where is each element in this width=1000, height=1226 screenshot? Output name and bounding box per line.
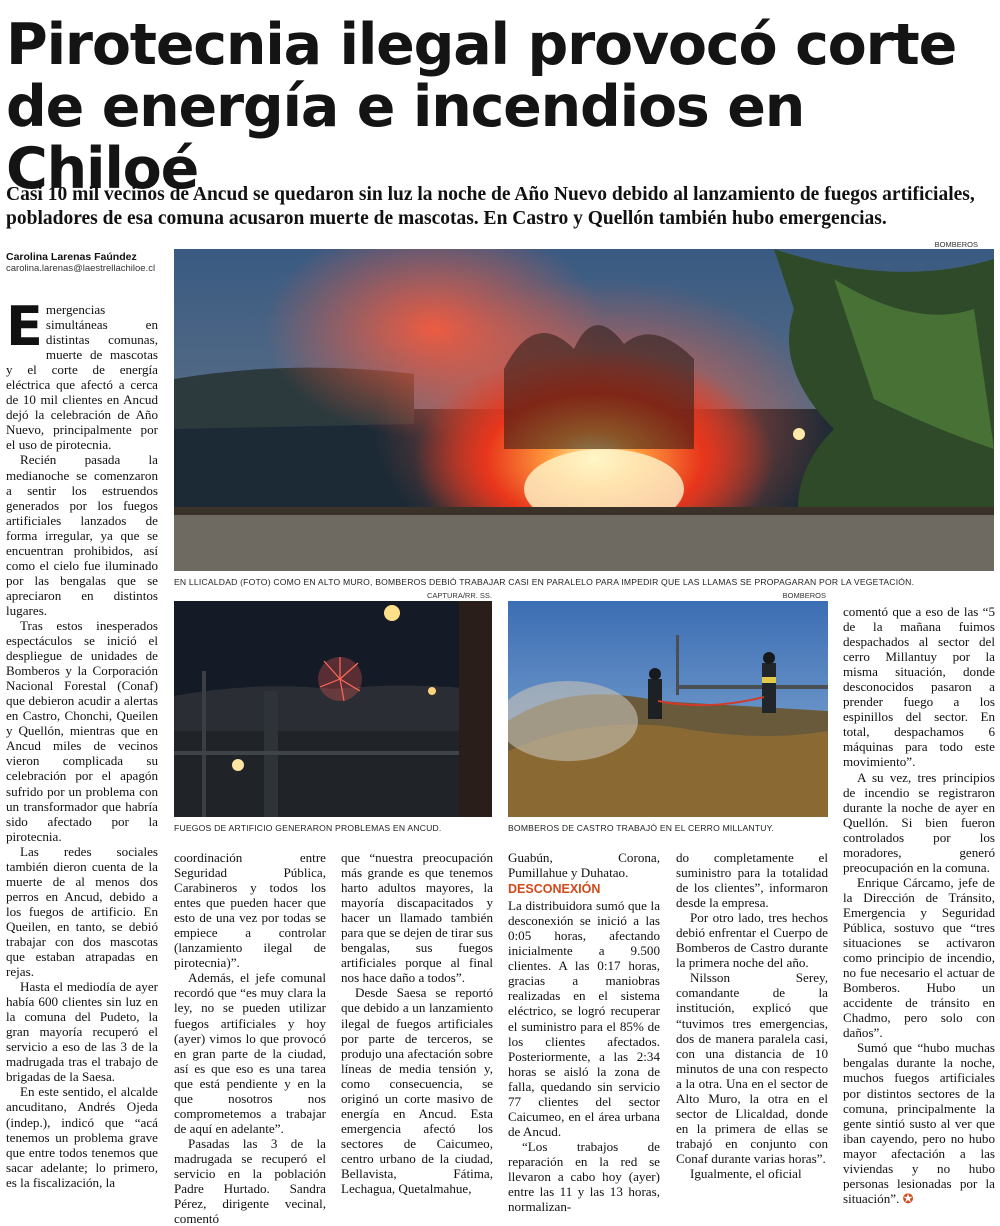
headline: Pirotecnia ilegal provocó corte de energía e incendios en Chiloé (6, 12, 957, 202)
fireworks-photo-credit: CAPTURA/RR. SS. (426, 591, 492, 600)
paragraph: que “nuestra preocupación más grande es que tenemos harto adultos mayores, la mayoría discapacitados y hacer un llamado también para que se dejen de tirar sus bengalas, sus fuegos artificiales porque al final nos hace daño a todos”. (341, 850, 493, 986)
main-photo-caption: EN LLICALDAD (FOTO) COMO EN ALTO MURO, BOMBEROS DEBIÓ TRABAJAR CASI EN PARALELO PARA IMPEDIR QUE LAS LLAMAS SE PROPAGARAN POR LA VEGETACIÓN. (174, 577, 915, 587)
paragraph: Las redes sociales también dieron cuenta de la muerte de al menos dos perros en Ancud, debido a los fuegos de artificio. En Queilen, en tanto, se debió trabajar con dos mascotas que estaban atrapadas en rejas. (6, 843, 158, 980)
paragraph: Guabún, Corona, Pumillahue y Duhatao. (508, 850, 660, 881)
author-email: carolina.larenas@laestrellachiloe.cl (6, 263, 156, 274)
firefighters-photo (508, 601, 828, 817)
paragraph: “Los trabajos de reparación en la red se llevaron a cabo hoy (ayer) entre las 11 y las 13 horas, normalizan- (508, 1138, 660, 1215)
paragraph: Por otro lado, tres hechos debió enfrentar el Cuerpo de Bomberos de Castro durante la primera noche del año. (676, 910, 828, 971)
firefighters-photo-credit: BOMBEROS (782, 591, 826, 600)
paragraph: Además, el jefe comunal recordó que “es muy clara la ley, no se pueden utilizar fuegos artificiales y hoy (ayer) vimos lo que provocó en gran parte de la ciudad, así es que eso es una tarea que está pendiente y en la que nosotros nos comprometemos a trabajar de aquí en adelante”. (174, 970, 326, 1136)
paragraph: Recién pasada la medianoche se comenzaron a sentir los estruendos generados por los fuegos artificiales lanzados de forma irregular, ya que se encuentran prohibidos, así como el cielo fue iluminado por las bengalas que se apreciaron en distintos lugares. (6, 452, 158, 618)
article-column-3 (341, 850, 493, 1196)
author-name: Carolina Larenas Faúndez (6, 251, 137, 263)
article-column-4 (508, 850, 660, 1214)
paragraph: Tras estos inesperados espectáculos se inició el despliegue de unidades de Bomberos y la Corporación Nacional Forestal (Conaf) que debieron acudir a alertas en Castro, Chonchi, Queilen y Quellón, mientras que en Ancud miles de vecinos vieron complicada su celebración por el apagón sufrido por un problema con un transformador que habría sido afectado por la pirotecnia. (6, 617, 158, 844)
paragraph: do completamente el suministro para la totalidad de los clientes”, informaron desde la empresa. (676, 850, 828, 911)
paragraph: Sumó que “hubo muchas bengalas durante la noche, muchos fuegos artificiales por distintos sectores de la comuna, principalmente la gente sintió susto al ver que iban cayendo, pero no hubo mayor afectación a las viviendas y no hubo personas lesionadas por la situación”. ✪ (843, 1040, 995, 1206)
paragraph: Hasta el mediodía de ayer había 600 clientes sin luz en la comuna del Pudeto, la gran mayoría recuperó el servicio a eso de las 3 de la madrugada tras el trabajo de brigadas de la Saesa. (6, 979, 158, 1085)
main-photo-credit: BOMBEROS (934, 240, 978, 249)
paragraph: Desde Saesa se reportó que debido a un lanzamiento ilegal de fuegos artificiales por parte de terceros, se produjo una afectación sobre líneas de media tensión y, como consecuencia, se originó un corte masivo de energía en Ancud. Esta emergencia afectó los sectores de Caicumeo, centro urbano de la ciudad, Bellavista, Fátima, Lechagua, Quetalmahue, (341, 985, 493, 1197)
fireworks-photo (174, 601, 492, 817)
firefighters-photo-caption: BOMBEROS DE CASTRO TRABAJÓ EN EL CERRO MILLANTUY. (508, 823, 775, 833)
paragraph: Nilsson Serey, comandante de la institución, explicó que “tuvimos tres emergencias, dos de manera paralela casi, con una distancia de 10 minutos de una con respecto a la otra. Una en el sector de Alto Muro, la otra en el sector de Llicaldad, donde en la primera de ellas se trabajó en conjunto con Conaf durante varias horas”. (676, 970, 828, 1166)
article-column-1 (6, 295, 158, 1190)
article-column-5 (676, 850, 828, 1181)
main-fire-photo (174, 249, 994, 571)
paragraph: Enrique Cárcamo, jefe de la Dirección de Tránsito, Emergencia y Seguridad Pública, sostuvo que “tres situaciones se activaron como principio de incendio, no fue necesario el actuar de Bomberos. Hubo un accidente de tránsito en Chadmo, pero solo con daños”. (843, 874, 995, 1041)
end-mark-icon: ✪ (902, 1190, 914, 1206)
paragraph: comentó que a eso de las “5 de la mañana fuimos despachados al sector del cerro Millantuy por la misma situación, donde desconocidos pasaron a prender fuego a los espinillos del sector. En total, despachamos 6 máquinas para todo este movimiento”. (843, 604, 995, 770)
article-column-2 (174, 850, 326, 1226)
paragraph: En este sentido, el alcalde ancuditano, Andrés Ojeda (indep.), indicó que “acá tenemos un problema grave que entre todos tenemos que sacar adelante; lo primero, es la fiscalización, la (6, 1084, 158, 1190)
paragraph: A su vez, tres principios de incendio se registraron durante la noche de ayer en Quellón. Si bien fueron controlados por los moradores, generó preocupación en la comuna. (843, 769, 995, 875)
paragraph: coordinación entre Seguridad Pública, Carabineros y todos los entes que pueden hacer que esto de una vez por todas se empiece a controlar (lanzamiento ilegal de pirotecnia)”. (174, 850, 326, 971)
paragraph: La distribuidora sumó que la desconexión se inició a las 0:05 horas, afectando inicialmente a 9.500 clientes. A las 0:17 horas, gracias a maniobras realizadas en el sistema eléctrico, se logró recuperar el suministro para el 85% de los clientes afectados. Posteriormente, a las 2:34 horas se aisló la zona de falla, quedando sin servicio 77 clientes del sector Caicumeo, en el área urbana de Ancud. (508, 898, 660, 1139)
lead-paragraph: Casi 10 mil vecinos de Ancud se quedaron sin luz la noche de Año Nuevo debido al lanzamiento de fuegos artificiales, pobladores de esa comuna acusaron muerte de mascotas. En Castro y Quellón también hubo emergencias. (6, 184, 975, 229)
byline (6, 251, 171, 274)
paragraph: Igualmente, el oficial (690, 1165, 802, 1181)
paragraph: Pasadas las 3 de la madrugada se recuperó el servicio en la población Padre Hurtado. Sandra Pérez, dirigente vecinal, comentó (174, 1135, 326, 1226)
drop-cap: E (6, 295, 43, 358)
fireworks-photo-caption: FUEGOS DE ARTIFICIO GENERARON PROBLEMAS EN ANCUD. (174, 823, 442, 833)
article-column-6 (843, 604, 995, 1206)
paragraph: Emergencias simultáneas en distintas comunas, muerte de mascotas y el corte de energía eléctrica que afectó a cerca de 10 mil clientes en Ancud dejó la celebración de Año Nuevo, principalmente por el uso de pirotecnia. (6, 295, 158, 453)
subheading: DESCONEXIÓN (508, 882, 601, 897)
